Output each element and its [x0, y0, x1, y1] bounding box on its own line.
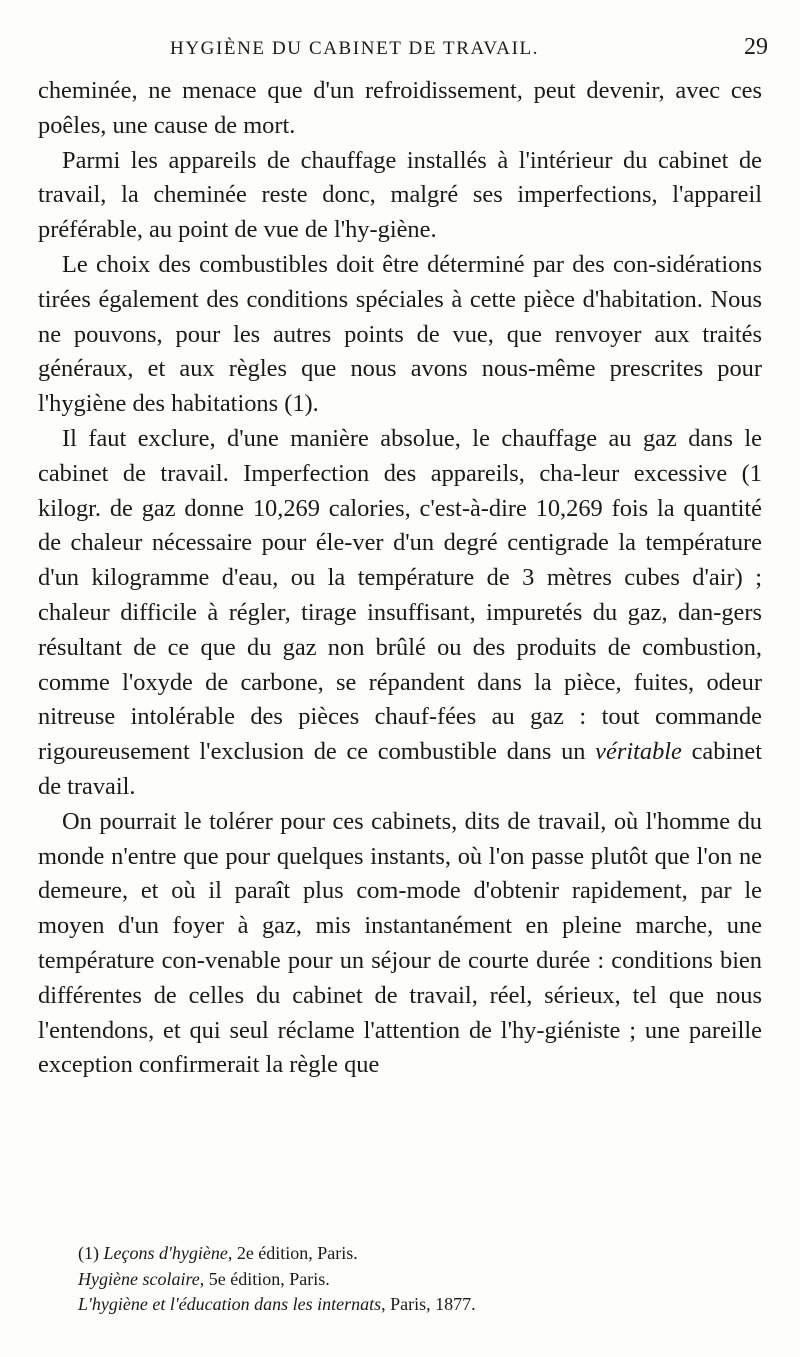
- body-text: [38, 74, 762, 1083]
- footnote-2-title: Hygiène scolaire: [78, 1268, 200, 1289]
- footnote-3-details: , Paris, 1877.: [381, 1294, 476, 1314]
- paragraph-2: Parmi les appareils de chauffage installés à l'intérieur du cabinet de travail, la cheminée reste donc, malgré ses imperfections, l'appareil préférable, au point de vue de l'hy-giène.: [38, 146, 762, 244]
- footnote-1-details: , 2e édition, Paris.: [227, 1243, 358, 1263]
- paragraph-3: Le choix des combustibles doit être déterminé par des con-sidérations tirées également des conditions spéciales à cette pièce d'habitation. Nous ne pouvons, pour les autres points de vue, que renvoyer aux traités généraux, et aux règles que nous avons nous-même prescrites pour l'hygiène des habitations (1).: [38, 250, 762, 418]
- paragraph-4-end: cabinet de travail.: [38, 738, 762, 800]
- paragraph-4: [38, 422, 762, 805]
- paragraph-4-text: Il faut exclure, d'une manière absolue, le chauffage au gaz dans le cabinet de travail. Imperfection des appareils, cha-leur excessive (1 kilogr. de gaz donne 10,269 calories, c'est-à-dire 10,269 fois la quantité de chaleur nécessaire pour éle-ver d'un degré centigrade la température d'un kilogramme d'eau, ou la température de 3 mètres cubes d'air) ; chaleur difficile à régler, tirage insuffisant, impuretés du gaz, dan-gers résultant de ce que du gaz non brûlé ou des produits de combustion, comme l'oxyde de carbone, se répandent dans la pièce, fuites, odeur nitreuse intolérable des pièces chauf-fées au gaz : tout commande rigoureusement l'exclusion de ce combustible dans un: [38, 424, 762, 766]
- footnote-2-details: , 5e édition, Paris.: [199, 1268, 330, 1289]
- footnote-3: [78, 1292, 758, 1318]
- footnote-marker: (1): [78, 1243, 99, 1263]
- footnote-2: [78, 1267, 758, 1293]
- paragraph-5: On pourrait le tolérer pour ces cabinets, dits de travail, où l'homme du monde n'entre que pour quelques instants, où l'on passe plutôt que l'on ne demeure, et où il paraît plus com-mode d'obtenir rapidement, par le moyen d'un foyer à gaz, mis instantanément en pleine marche, une température con-venable pour un séjour de courte durée : conditions bien différentes de celles du cabinet de travail, réel, sérieux, tel que nous l'entendons, et qui seul réclame l'attention de l'hy-giéniste ; une pareille exception confirmerait la règle que: [38, 807, 762, 1079]
- footnotes: [78, 1241, 758, 1318]
- footnote-3-title: L'hygiène et l'éducation dans les internats: [78, 1294, 382, 1314]
- running-title: HYGIÈNE DU CABINET DE TRAVAIL.: [170, 38, 540, 59]
- page-header: [40, 34, 768, 70]
- paragraph-1: cheminée, ne menace que d'un refroidissement, peut devenir, avec ces poêles, une cause de mort.: [38, 77, 762, 139]
- footnote-1: [78, 1241, 758, 1267]
- footnote-1-title: Leçons d'hygiène: [103, 1243, 228, 1263]
- page-number: 29: [744, 34, 768, 60]
- paragraph-4-emphasis: véritable: [595, 738, 682, 766]
